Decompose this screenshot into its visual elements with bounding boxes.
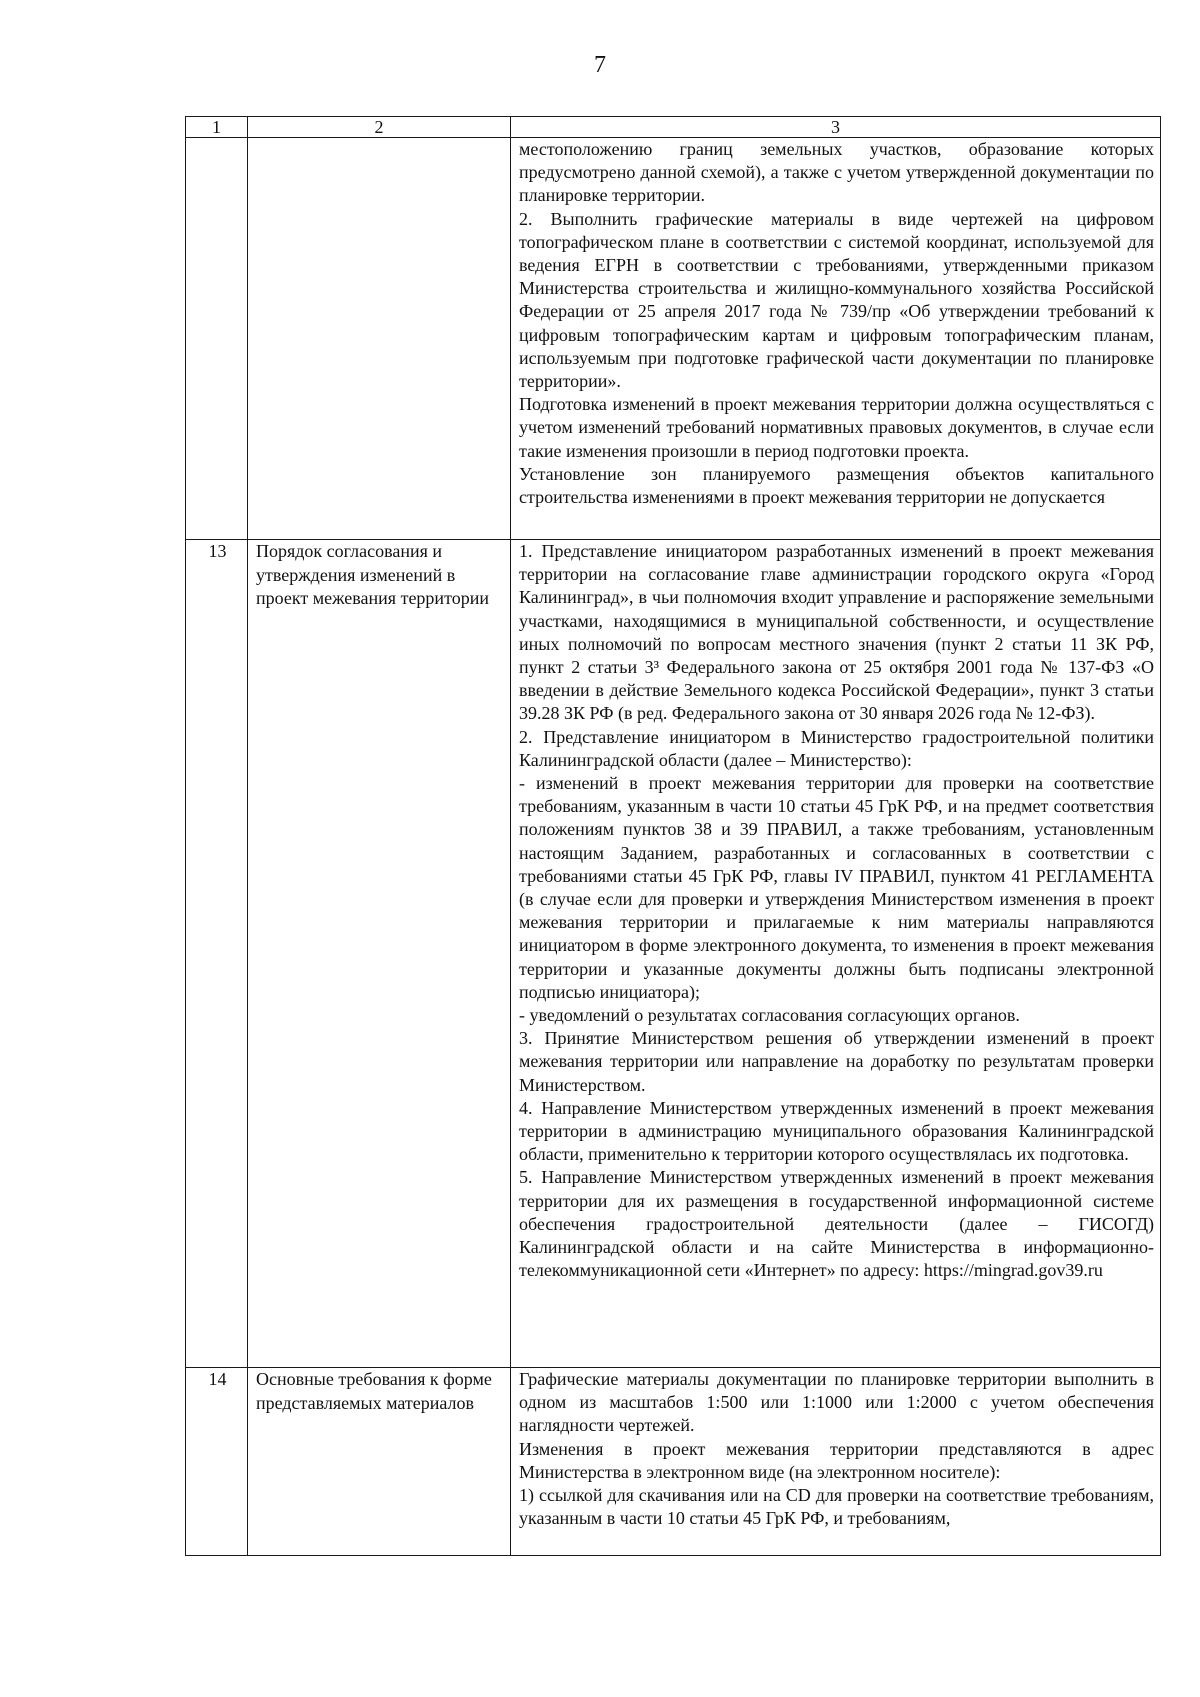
row-title: Основные требования к форме представляемых материалов xyxy=(248,1368,511,1556)
paragraph: Установление зон планируемого размещения объектов капитального строительства изменениями в проект межевания территории не допускается xyxy=(519,463,1154,508)
requirements-table xyxy=(185,116,1161,1556)
table-row xyxy=(186,138,1161,540)
column-header: 1 xyxy=(186,117,248,138)
row-number: 13 xyxy=(186,540,248,1368)
paragraph: 1) ссылкой для скачивания или на CD для проверки на соответствие требованиям, указанным в части 10 статьи 45 ГрК РФ, и требованиям, xyxy=(519,1485,1154,1529)
paragraph: 2. Представление инициатором в Министерство градостроительной политики Калининградской области (далее – Министерство): xyxy=(519,726,1154,770)
table-header-row xyxy=(186,117,1161,138)
paragraph: 5. Направление Министерством утвержденных изменений в проект межевания территории для их размещения в государственной информационной системе обеспечения градостроительной деятельности (далее – ГИСОГД) Калининградской области и на сайте Министерства в информационно-телекоммуникационной сети «Интернет» по адресу: https://mingrad.gov39.ru xyxy=(519,1167,1154,1281)
paragraph: 1. Представление инициатором разработанных изменений в проект межевания территории на согласование главе администрации городского округа «Город Калининград», в чьи полномочия входит управление и распоряжение земельными участками, находящимися в муниципальной собственности, и осуществление иных полномочий по вопросам местного значения (пункт 2 статьи 11 ЗК РФ, пункт 2 статьи 3³ Федерального закона от 25 октября 2001 года № 137-ФЗ «О введении в действие Земельного кодекса Российской Федерации», пункт 3 статьи 39.28 ЗК РФ (в ред. Федерального закона от 30 января 2026 года № 12-ФЗ). xyxy=(519,541,1154,724)
paragraph: Изменения в проект межевания территории представляются в адрес Министерства в электронном виде (на электронном носителе): xyxy=(519,1438,1154,1482)
paragraph: 3. Принятие Министерством решения об утверждении изменений в проект межевания территории или направление на доработку по результатам проверки Министерством. xyxy=(519,1028,1154,1095)
row-content xyxy=(511,1368,1161,1556)
paragraph: 2. Выполнить графические материалы в виде чертежей на цифровом топографическом плане в соответствии с системой координат, используемой для ведения ЕГРН в соответствии с требованиями, утвержденными приказом Министерства строительства и жилищно-коммунального хозяйства Российской Федерации от 25 апреля 2017 года № 739/пр «Об утверждении требований к цифровым топографическим картам и цифровым топографическим планам, используемым при подготовке графической части документации по планировке территории». xyxy=(519,208,1154,392)
paragraph: местоположению границ земельных участков, образование которых предусмотрено данной схемой), а также с учетом утвержденной документации по планировке территории. xyxy=(519,139,1154,206)
row-number: 14 xyxy=(186,1368,248,1556)
paragraph: Графические материалы документации по планировке территории выполнить в одном из масштабов 1:500 или 1:1000 или 1:2000 с учетом обеспечения наглядности чертежей. xyxy=(519,1369,1154,1436)
paragraph: - уведомлений о результатах согласования согласующих органов. xyxy=(519,1005,1020,1026)
row-content xyxy=(511,540,1161,1368)
table-row xyxy=(186,540,1161,1368)
column-header: 3 xyxy=(511,117,1161,138)
row-number xyxy=(186,138,248,540)
paragraph: - изменений в проект межевания территории для проверки на соответствие требованиям, указанным в части 10 статьи 45 ГрК РФ, и на предмет соответствия положениям пунктов 38 и 39 ПРАВИЛ, а также требованиям, установленным настоящим Заданием, разработанных и согласованных в соответствии с требованиями статьи 45 ГрК РФ, главы IV ПРАВИЛ, пунктом 41 РЕГЛАМЕНТА (в случае если для проверки и утверждения Министерством изменения в проект межевания территории и прилагаемые к ним материалы направляются инициатором в форме электронного документа, то изменения в проект межевания территории и указанные документы должны быть подписаны электронной подписью инициатора); xyxy=(519,773,1154,1002)
row-title xyxy=(248,138,511,540)
paragraph: Подготовка изменений в проект межевания территории должна осуществляться с учетом изменений требований нормативных правовых документов, в случае если такие изменения произошли в период подготовки проекта. xyxy=(519,394,1154,461)
paragraph: 4. Направление Министерством утвержденных изменений в проект межевания территории в администрацию муниципального образования Калининградской области, применительно к территории которого осуществлялась их подготовка. xyxy=(519,1097,1154,1165)
page-number: 7 xyxy=(594,52,606,78)
row-content xyxy=(511,138,1161,540)
row-title: Порядок согласования и утверждения изменений в проект межевания территории xyxy=(248,540,511,1368)
table-row xyxy=(186,1368,1161,1556)
column-header: 2 xyxy=(248,117,511,138)
